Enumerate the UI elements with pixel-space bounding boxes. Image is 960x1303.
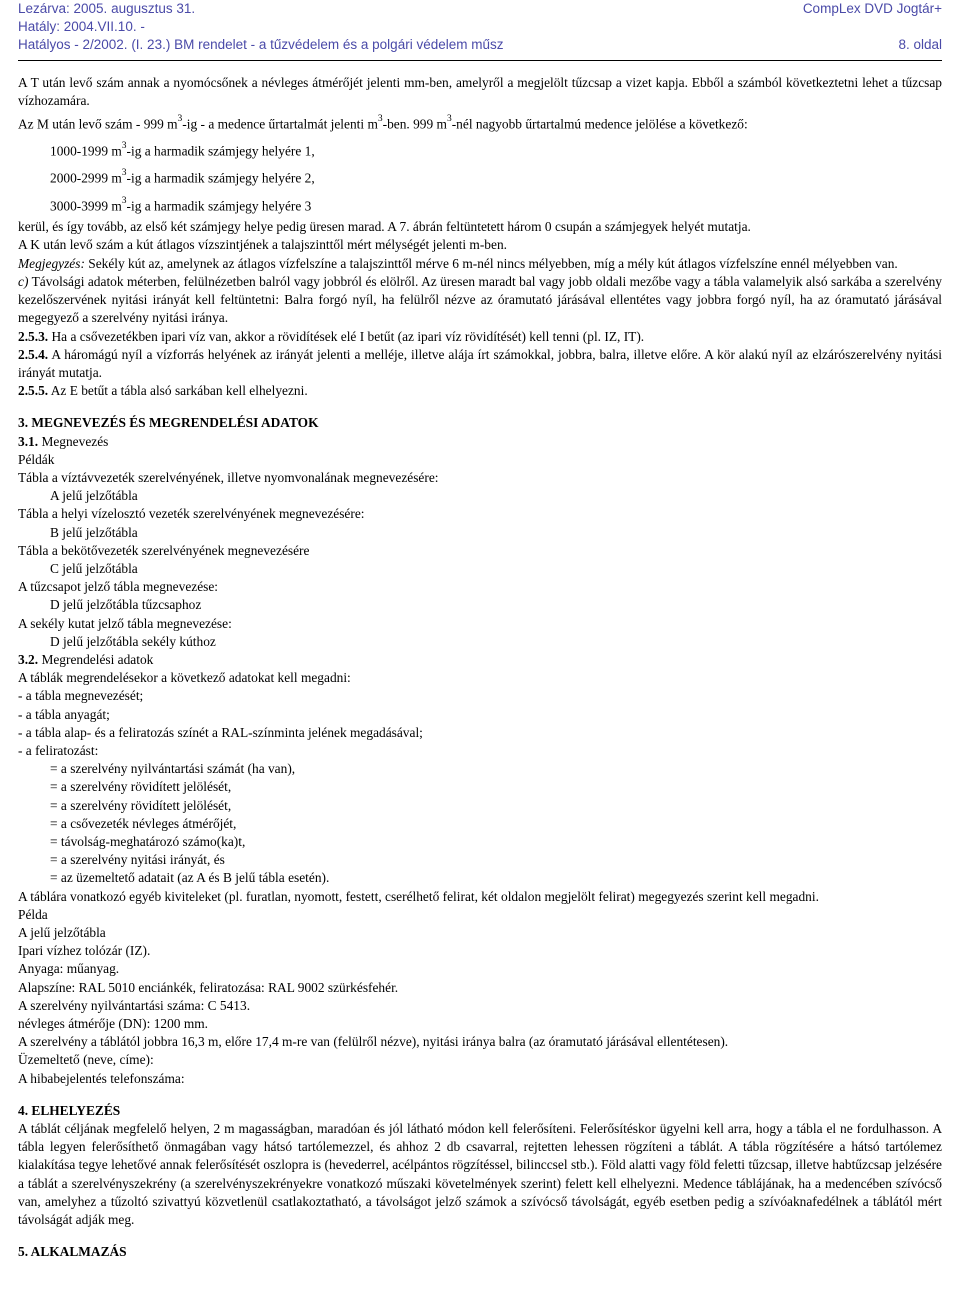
label-item: = a csővezeték névleges átmérőjét,: [50, 815, 237, 831]
order-item: - a tábla alap- és a feliratozás színét a RAL-színminta jelének megadásával;: [18, 724, 423, 740]
order-item: - a feliratozást:: [18, 742, 99, 758]
paragraph-2-5-5: 2.5.5. Az E betűt a tábla alsó sarkában kell elhelyezni.: [18, 383, 308, 399]
paragraph-2-5-4: 2.5.4. A háromágú nyíl a vízforrás helyének az irányát jelenti a melléje, illetve alája írt számokkal, jobbra, balra, illetve előre. A kör alakú nyíl az elzárószerelvény nyitási irányát mutatja.: [18, 346, 942, 380]
range-item: 2000-2999 $m^3-ig$ a harmadik számjegy helyére 2,: [50, 168, 315, 186]
example-line: Üzemeltető (neve, címe):: [18, 1052, 154, 1068]
paragraph-continuation: kerül, és így tovább, az első két számjegy helye pedig üresen marad. A 7. ábrán feltüntetett három 0 csupán a számjegyek helyét mutatja.: [18, 219, 751, 235]
examples-label: Példák: [18, 451, 55, 467]
paragraph-t-number: A T után levő szám annak a nyomócsőnek a névleges átmérőjét jelenti mm-ben, amelyről a megjelölt tűzcsap a vizet kapja. Ebből a számból következtetni lehet a tűzcsap vízhozamára.: [18, 75, 942, 109]
example-line: A szerelvény a táblától jobbra 16,3 m, előre 17,4 m-re van (felülről nézve), nyitási iránya balra (az óramutató járásával ellentétesen).: [18, 1034, 729, 1050]
example-line: Alapszíne: RAL 5010 enciánkék, feliratozása: RAL 9002 szürkésfehér.: [18, 979, 399, 995]
range-item: 1000-1999 $m^3-ig$ a harmadik számjegy helyére 1,: [50, 140, 315, 159]
paragraph-m-number: Az M után levő szám - 999 $m^3-ig$ - a medence űrtartalmát jelenti $m^3$-ben. 999 $m^3$-nél nagyobb űrtartalmú medence jelölése a következő:: [18, 114, 748, 132]
example-name: D jelű jelzőtábla tűzcsaphoz: [50, 597, 202, 613]
example-desc: Tábla a bekötővezeték szerelvényének megnevezésére: [18, 542, 310, 558]
label-item: = a szerelvény nyilvántartási számát (ha van),: [50, 761, 296, 777]
section-3-2-heading: 3.2. Megrendelési adatok: [18, 651, 154, 667]
label-item: = távolság-meghatározó számo(ka)t,: [50, 833, 246, 849]
label-item: = az üzemeltető adatait (az A és B jelű tábla esetén).: [50, 870, 330, 886]
header-closed-date: Lezárva: 2005. augusztus 31.: [18, 1, 196, 16]
label-item: = a szerelvény rövidített jelölését,: [50, 797, 232, 813]
example-line: Ipari vízhez tolózár (IZ).: [18, 943, 151, 959]
order-intro: A táblák megrendelésekor a következő adatokat kell megadni:: [18, 670, 351, 686]
header-divider: [18, 60, 942, 61]
order-item: - a tábla megnevezését;: [18, 688, 144, 704]
example-line: A szerelvény nyilvántartási száma: C 5413.: [18, 997, 251, 1013]
example-desc: Tábla a víztávvezeték szerelvényének, illetve nyomvonalának megnevezésére:: [18, 469, 439, 485]
page-header: [18, 0, 942, 58]
header-page-number: 8. oldal: [898, 37, 942, 52]
range-item: 3000-3999 $m^3-ig$ a harmadik számjegy helyére 3: [50, 195, 312, 214]
example-line: A jelű jelzőtábla: [18, 925, 106, 940]
example-line: A hibabejelentés telefonszáma:: [18, 1070, 185, 1086]
order-item: - a tábla anyagát;: [18, 706, 110, 722]
example-line: Példa: [18, 906, 48, 922]
paragraph-distance: c) Távolsági adatok méterben, felülnézetben balról vagy jobbról és elölről. Az üresen maradt bal vagy jobb oldali mezőbe vagy a tábla valamelyik alsó sarkába a szerelvény kezelőszervének nyitási irányát kell feltüntetni: Balra forgó nyíl, ha felülről nézve az óramutató járásával ellentétes vagy jobbra forgó nyíl, ha az óramutató járásával megegyező a szerelvény nyitási iránya.: [18, 273, 942, 326]
header-doc-title: Hatályos - 2/2002. (I. 23.) BM rendelet - a tűzvédelem és a polgári védelem műsz: [18, 37, 504, 52]
document-body: [18, 74, 942, 1261]
paragraph-k-number: A K után levő szám a kút átlagos vízszintjének a talajszinttől mért mélységét jelenti m-ben.: [18, 237, 507, 253]
example-desc: Tábla a helyi vízelosztó vezeték szerelvényének megnevezésére:: [18, 506, 365, 522]
label-item: = a szerelvény nyitási irányát, és: [50, 852, 225, 868]
paragraph-2-5-3: 2.5.3. Ha a csővezetékben ipari víz van, akkor a rövidítések elé I betűt (az ipari víz rövidítését) kell tenni (pl. IZ, IT).: [18, 328, 645, 344]
example-desc: A sekély kutat jelző tábla megnevezése:: [18, 615, 232, 631]
other-options: A táblára vonatkozó egyéb kiviteleket (pl. furatlan, nyomott, festett, cserélhető felirat, két oldalon megjelölt felirat) megegyezés szerint kell megadni.: [18, 888, 819, 904]
header-effect: Hatály: 2004.VII.10. -: [18, 19, 145, 34]
section-4-text: A táblát céljának megfelelő helyen, 2 m magasságban, maradóan és jól látható módon kell felerősíteni. Felerősítéskor ügyelni kell arra, hogy a tábla el ne fordulhasson. A tábla legyen felerősíthető önmagában vagy hátsó tartólemezzel, és ahhoz 2 db csavarral, rejtetten lehessen rögzíteni a táblát. A tábla rögzítésére a hátsó tartólemez kialakítása tegye lehetővé annak felerősítését oszlopra is (hevederrel, acélpántos rögzítéssel, bilinccsel stb.). Föld alatti vagy föld feletti tűzcsap, illetve habtűzcsap jelzésére a táblát a szerelvényszekrény (a szerelvényszekrényekre vonatkozó műszaki követelmények szerint) felett kell elhelyezni. Medence táblájának, ha a medencében szívócső van, amelyhez a tűzoltó szivattyú közvetlenül csatlakoztatható, a távolságot jelző számok a szívócső távolságát, egyéb esetben pedig a szívóaknafedélnek a táblától mért távolságát adják meg.: [18, 1121, 942, 1228]
example-name: C jelű jelzőtábla: [50, 560, 138, 576]
example-desc: A tűzcsapot jelző tábla megnevezése:: [18, 579, 219, 595]
example-line: névleges átmérője (DN): 1200 mm.: [18, 1016, 209, 1032]
header-left: [18, 0, 503, 54]
label-item: = a szerelvény rövidített jelölését,: [50, 779, 232, 795]
section-3-1-heading: 3.1. Megnevezés: [18, 433, 109, 449]
example-line: Anyaga: műanyag.: [18, 961, 120, 977]
example-name: B jelű jelzőtábla: [50, 524, 138, 540]
example-name: D jelű jelzőtábla sekély kúthoz: [50, 633, 216, 649]
section-5-title: 5. ALKALMAZÁS: [18, 1244, 127, 1260]
section-4-title: 4. ELHELYEZÉS: [18, 1102, 121, 1118]
header-product: CompLex DVD Jogtár+: [802, 1, 942, 16]
paragraph-note: Megjegyzés: Sekély kút az, amelynek az átlagos vízfelszíne a talajszinttől mérve 6 m-nél nincs mélyebben, míg a mély kút átlagos vízfelszíne ennél mélyebben van.: [18, 255, 898, 271]
section-3-title: 3. MEGNEVEZÉS ÉS MEGRENDELÉSI ADATOK: [18, 415, 319, 431]
example-name: A jelű jelzőtábla: [50, 488, 138, 504]
